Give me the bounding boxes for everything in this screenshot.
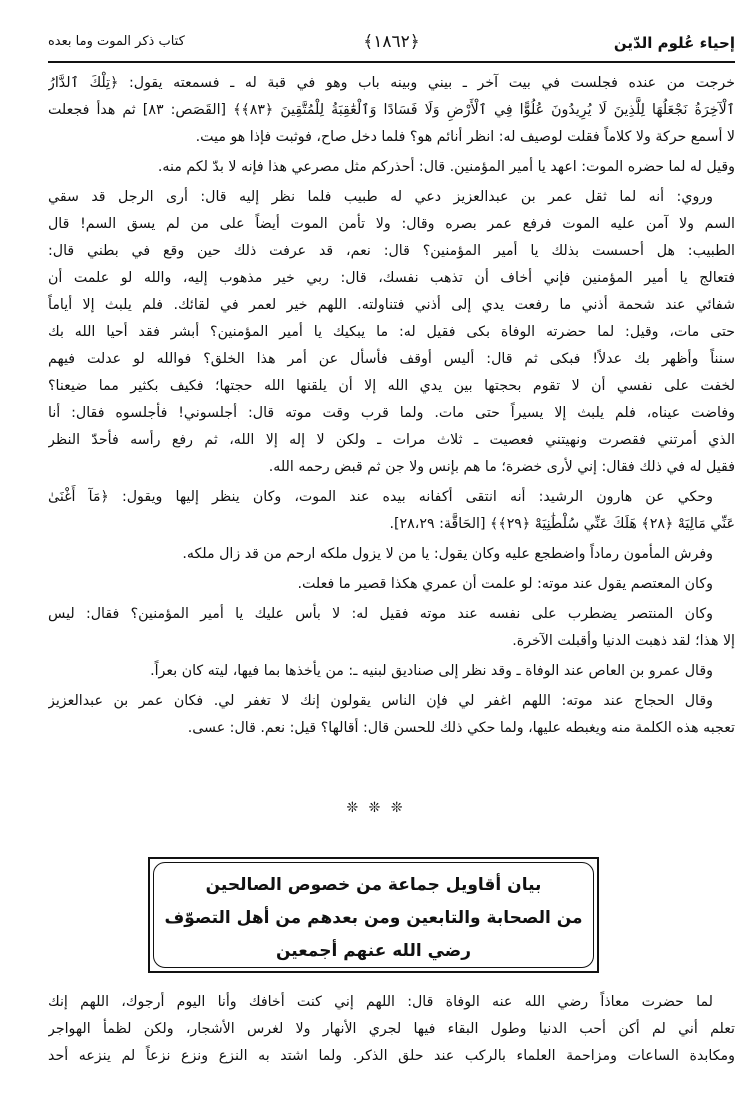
paragraph [48, 484, 735, 538]
text-line: وفاضت عيناه، فلم يلبث إلا يسيراً حتى مات. ولما قرب وقت موته قال: أجلسوني! فأجلسوه فقال: أنا [48, 405, 735, 421]
text-line: الطبيب: هل أحسست بذلك يا أمير المؤمنين؟ قال: نعم، قد عرفت ذلك حين وقع في بطني قال: [48, 243, 735, 259]
text-line: حتى مات، وقيل: لما حضرته الوفاة بكى فقيل له: ما يبكيك يا أمير المؤمنين؟ أبشر فقد أحيا الله بك [48, 324, 735, 340]
text-line: وقال عمرو بن العاص عند الوفاة ـ وقد نظر إلى صناديق لبنيه ـ: من يأخذها بما فيها، ليته كان بعراً. [150, 663, 713, 679]
text-line: فقيل له في ذلك فقال: إني لأرى خضرة؛ ما هم بإنس ولا جن ثم قبض رحمه الله. [268, 459, 735, 475]
text-line: الذي أمرتني فقصرت ونهيتني فعصيت ـ ثلاث مرات ـ ولكن لا إله إلا الله، ثم رفع رأسه فأحدّ النظر [48, 432, 735, 448]
section-heading-line: من الصحابة والتابعين ومن بعدهم من أهل التصوّف [164, 908, 583, 928]
book-title: إحياء عُلوم الدّين [613, 34, 735, 52]
paragraph [48, 571, 735, 598]
section-text [48, 989, 735, 1073]
text-line: لخفت على نفسي أن لا تقوم بحجتها بين يدي الله إلا أن يلقنها الله حجتها؛ فكيف بكثير مما ضيعنا؟ [48, 378, 735, 394]
chapter-title: كتاب ذكر الموت وما بعده [48, 34, 185, 49]
section-separator: ❊ ❊ ❊ [346, 800, 406, 816]
text-line: لما حضرت معاذاً رضي الله عنه الوفاة قال: اللهم إني كنت أخافك وأنا اليوم أرجوك، اللهم إنك [48, 994, 713, 1010]
text-line: عَنِّي مَالِيَهْ ﴿٢٨﴾ هَلَكَ عَنِّي سُلْطَٰنِيَهْ ﴿٢٩﴾﴾ [الحَاقَّة: ٢٨،٢٩]. [389, 516, 735, 532]
paragraph [48, 541, 735, 568]
section-heading-line: رضي الله عنهم أجمعين [275, 941, 472, 961]
text-line: شفائي عند شحمة أذني ما رفعت يدي إلى أذني فتناولته. اللهم خير لعمر في لقائك. فلم يلبث إلا أياماً [48, 297, 735, 313]
main-text [48, 70, 735, 745]
running-header [48, 30, 735, 58]
text-line: وروي: أنه لما ثقل عمر بن عبدالعزيز دعي له طبيب فلما نظر إليه قال: أرى الرجل قد سقي [48, 189, 713, 205]
text-line: وقيل له لما حضره الموت: اعهد يا أمير المؤمنين. قال: أحذركم مثل مصرعي هذا فإنه لا بدّ لكم منه. [157, 159, 735, 175]
paragraph [48, 989, 735, 1070]
page-number: ﴿١٨٦٢﴾ [363, 32, 420, 52]
paragraph [48, 154, 735, 181]
text-line: وفرش المأمون رماداً واضطجع عليه وكان يقول: يا من لا يزول ملكه ارحم من قد زال ملكه. [182, 546, 713, 562]
text-line: تعلم أني لم أكن أحب الدنيا وطول البقاء فيها لجري الأنهار ولا لغرس الأشجار، ولكن لظمأ الهواجر [48, 1021, 735, 1037]
text-line: وكان المعتصم يقول عند موته: لو علمت أن عمري هكذا قصير ما فعلت. [297, 576, 713, 592]
text-line: سنناً وأظهر بك عدلاً! فبكى ثم قال: أليس أوقف فأسأل عن أمر هذا الخلق؟ فوالله لو عدلت فيهم [48, 351, 735, 367]
section-heading-box [148, 857, 599, 973]
paragraph [48, 688, 735, 742]
text-line: لا أسمع حركة ولا كلاماً فقلت لوصيف له: انظر أنائم هو؟ فلما دخل صاح، فوثبت فإذا هو ميت. [195, 129, 735, 145]
text-line: ٱلْآخِرَةُ نَجْعَلُهَا لِلَّذِينَ لَا يُرِيدُونَ عُلُوًّا فِي ٱلْأَرْضِ وَلَا فَسَادًا وَٱلْعَٰقِبَةُ لِلْمُتَّقِينَ ﴿٨٣﴾﴾ [القَصَص: ٨٣] ثم هدأ فجعلت [48, 102, 735, 118]
text-line: وحكي عن هارون الرشيد: أنه انتقى أكفانه بيده عند الموت، وكان ينظر إليها ويقول: ﴿مَآ أَغْنَىٰ [48, 489, 713, 505]
text-line: خرجت من عنده فجلست في بيت آخر ـ بيني وبينه باب وهو في قبة له ـ فسمعته يقول: ﴿تِلْكَ ٱلدَّارُ [48, 75, 735, 91]
text-line: وقال الحجاج عند موته: اللهم اغفر لي فإن الناس يقولون إنك لا تغفر لي. فكان عمر بن عبدالعزيز [48, 693, 713, 709]
text-line: إلا هذا؛ لقد ذهبت الدنيا وأقبلت الآخرة. [512, 633, 735, 649]
paragraph [48, 658, 735, 685]
header-rule [48, 61, 735, 63]
text-line: فتعالج يا أمير المؤمنين فإني أخاف أن تذهب نفسك، قال: ربي خير مذهوب إليه، والله لو علمت أن [48, 270, 735, 286]
text-line: تعجبه هذه الكلمة منه ويغبطه عليها، ولما حكي ذلك للحسن قال: أقالها؟ قيل: نعم. قال: عسى. [187, 720, 735, 736]
text-line: ومكابدة الساعات ومزاحمة العلماء بالركب عند حلق الذكر. ولما اشتد به النزع ونزع نزعاً لم ينزعه أحد [48, 1048, 735, 1064]
text-line: السم ولا آمن عليه الموت فرفع عمر بصره وقال: ولا تأمن الموت أيضاً على من لم يسق السم! قال [48, 216, 735, 232]
paragraph [48, 184, 735, 481]
text-line: وكان المنتصر يضطرب على نفسه عند موته فقيل له: لا بأس عليك يا أمير المؤمنين؟ فقال: ليس [48, 606, 713, 622]
paragraph [48, 601, 735, 655]
paragraph [48, 70, 735, 151]
section-heading-line: بيان أقاويل جماعة من خصوص الصالحين [205, 875, 542, 895]
